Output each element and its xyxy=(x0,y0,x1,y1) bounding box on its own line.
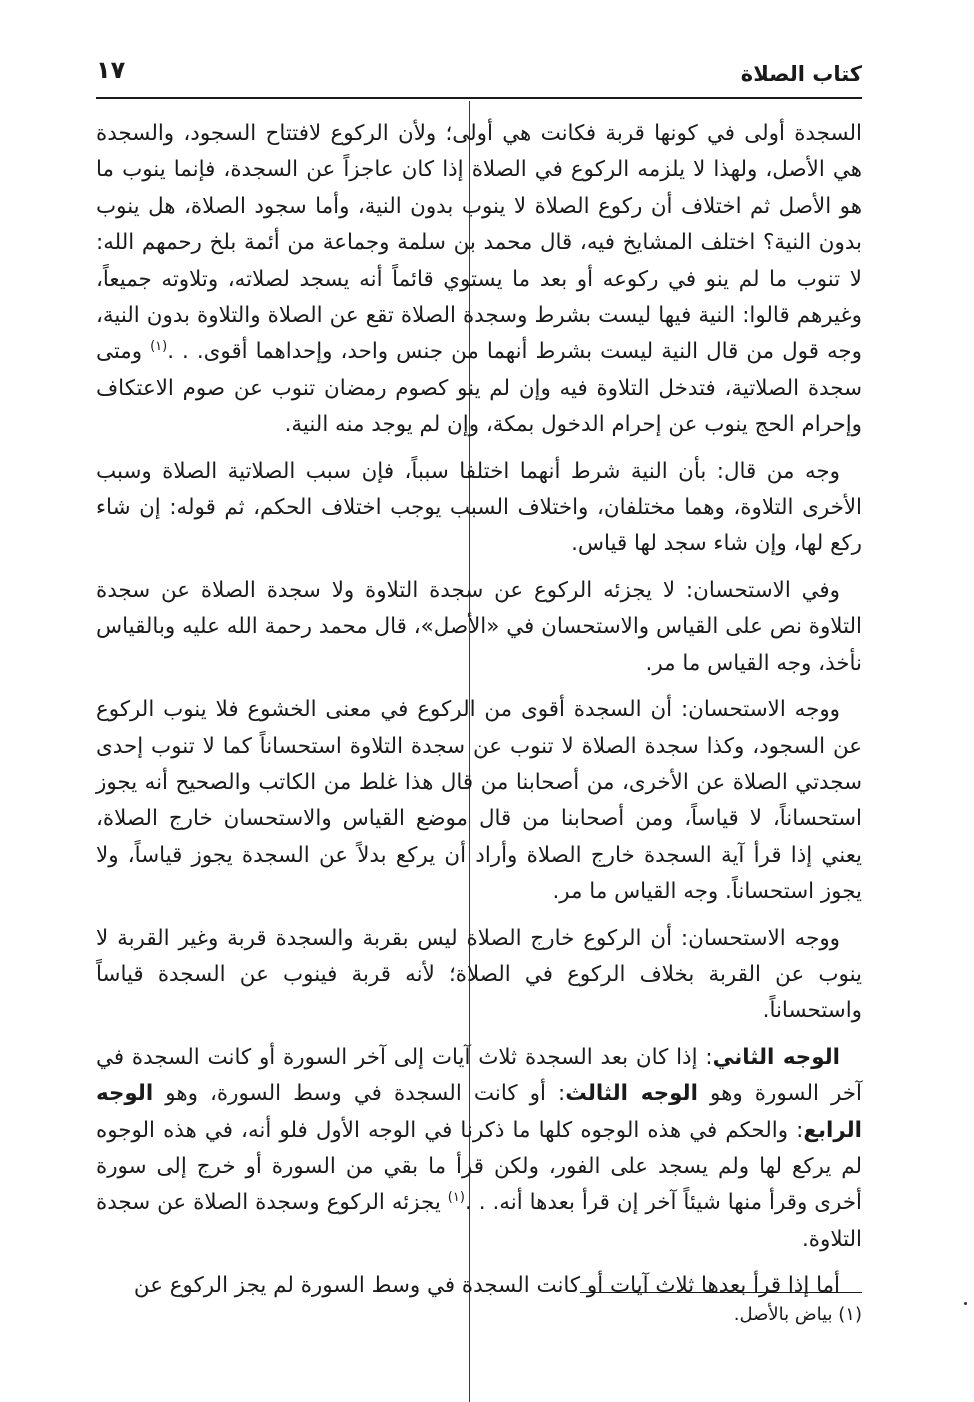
heading-wajh-3: الوجه الثالث xyxy=(565,1081,698,1107)
heading-wajh-4: الوجه الرابع xyxy=(96,1081,862,1143)
footnote-mark: (١) xyxy=(150,339,168,355)
paragraph-1 xyxy=(96,116,862,444)
paragraph-5: ووجه الاستحسان: أن الركوع خارج الصلاة ليس بقربة والسجدة قربة وغير القربة لا ينوب عن القربة بخلاف الركوع في الصلاة؛ لأنه قربة فينوب عن السجدة قياساً واستحساناً. xyxy=(96,925,862,1024)
paragraph-3: وفي الاستحسان: لا يجزئه الركوع عن سجدة التلاوة ولا سجدة الصلاة عن سجدة التلاوة نص على القياس والاستحسان في «الأصل»، قال محمد رحمة الله عليه وبالقياس نأخذ، وجه القياس ما مر. xyxy=(96,577,862,676)
paragraph-4: ووجه الاستحسان: أن السجدة أقوى من الركوع في معنى الخشوع فلا ينوب الركوع عن السجود، وكذا سجدة الصلاة لا تنوب عن سجدة التلاوة استحساناً كما لا تنوب إحدى سجدتي الصلاة عن الأخرى، من أصحابنا من قال هذا غلط من الكاتب والصحيح أنه يجوز استحساناً، لا قياساً، ومن أصحابنا من قال موضع القياس والاستحسان خارج الصلاة، يعني إذا قرأ آية السجدة خارج الصلاة وأراد أن يركع بدلاً عن السجدة يجوز قياساً، ولا يجوز استحساناً. وجه القياس ما مر. xyxy=(96,697,862,905)
paragraph-6 xyxy=(96,1040,862,1258)
scan-speck xyxy=(964,1302,967,1305)
paragraph-2: وجه من قال: بأن النية شرط أنهما اختلفا سبباً، فإن سبب الصلاتية الصلاة وسبب الأخرى التلاوة، وهما مختلفان، واختلاف السبب يوجب اختلاف الحكم، ثم قوله: إن شاء ركع لها، وإن شاء سجد لها قياس. xyxy=(96,458,862,557)
wajh-4-text: : والحكم في هذه الوجوه كلها ما ذكرنا في الوجه الأول فلو أنه، في هذه الوجوه لم يركع لها ولم يسجد على الفور، ولكن قرأ ما بقي من السورة أو خرج إلى سورة أخرى وقرأ منها شيئاً آخر إن قرأ بعدها أنه. . . xyxy=(96,1117,862,1216)
footnote-rule xyxy=(580,1292,862,1293)
heading-wajh-2: الوجه الثاني xyxy=(712,1044,840,1070)
footnote-text: بياض بالأصل. xyxy=(733,1304,833,1325)
book-title: كتاب الصلاة xyxy=(740,62,862,86)
page-number: ١٧ xyxy=(96,56,126,84)
footnote-number: (١) xyxy=(838,1304,862,1325)
wajh-3-text: : أو كانت السجدة في وسط السورة، وهو xyxy=(153,1081,566,1107)
page-header xyxy=(96,56,862,96)
footnote xyxy=(734,1304,862,1325)
wajh-2-text: : إذا كان بعد السجدة ثلاث آيات إلى آخر السورة أو كانت السجدة في آخر السورة وهو xyxy=(96,1044,862,1107)
paragraph-1-continuation: ومتى سجدة الصلاتية، فتدخل التلاوة فيه وإن لم ينو كصوم رمضان تنوب عن صوم الاعتكاف وإحرام الحج ينوب عن إحرام الدخول بمكة، وإن لم يوجد منه النية. xyxy=(96,339,862,438)
wajh-5-text: يجزئه الركوع وسجدة الصلاة عن سجدة التلاوة. xyxy=(96,1190,862,1252)
paragraph-7: أما إذا قرأ بعدها ثلاث آيات أو كانت السجدة في وسط السورة لم يجز الركوع عن xyxy=(133,1273,840,1299)
body-text xyxy=(96,116,862,1315)
header-rule xyxy=(96,97,862,99)
footnote-mark: (١) xyxy=(447,1190,465,1206)
paragraph-1-text: السجدة أولى في كونها قربة فكانت هي أولى؛ ولأن الركوع لافتتاح السجود، والسجدة هي الأصل، ولهذا لا يلزمه الركوع في الصلاة إذا كان عاجزاً عن السجدة، فإنما ينوب ما هو الأصل ثم اختلاف أن ركوع الصلاة لا ينوب بدون النية، وأما سجود الصلاة، هل ينوب بدون النية؟ اختلف المشايخ فيه، قال محمد بن سلمة وجماعة من أئمة بلخ رحمهم الله: لا تنوب ما لم ينو في ركوعه أو بعد ما يستوي قائماً أنه يسجد لصلاته، وتلاوته جميعاً، وغيرهم قالوا: النية فيها ليست بشرط وسجدة الصلاة تقع عن الصلاة والتلاوة بدون النية، وجه قول من قال النية ليست بشرط أنهما من جنس واحد، وإحداهما أقوى. . . xyxy=(96,121,862,365)
